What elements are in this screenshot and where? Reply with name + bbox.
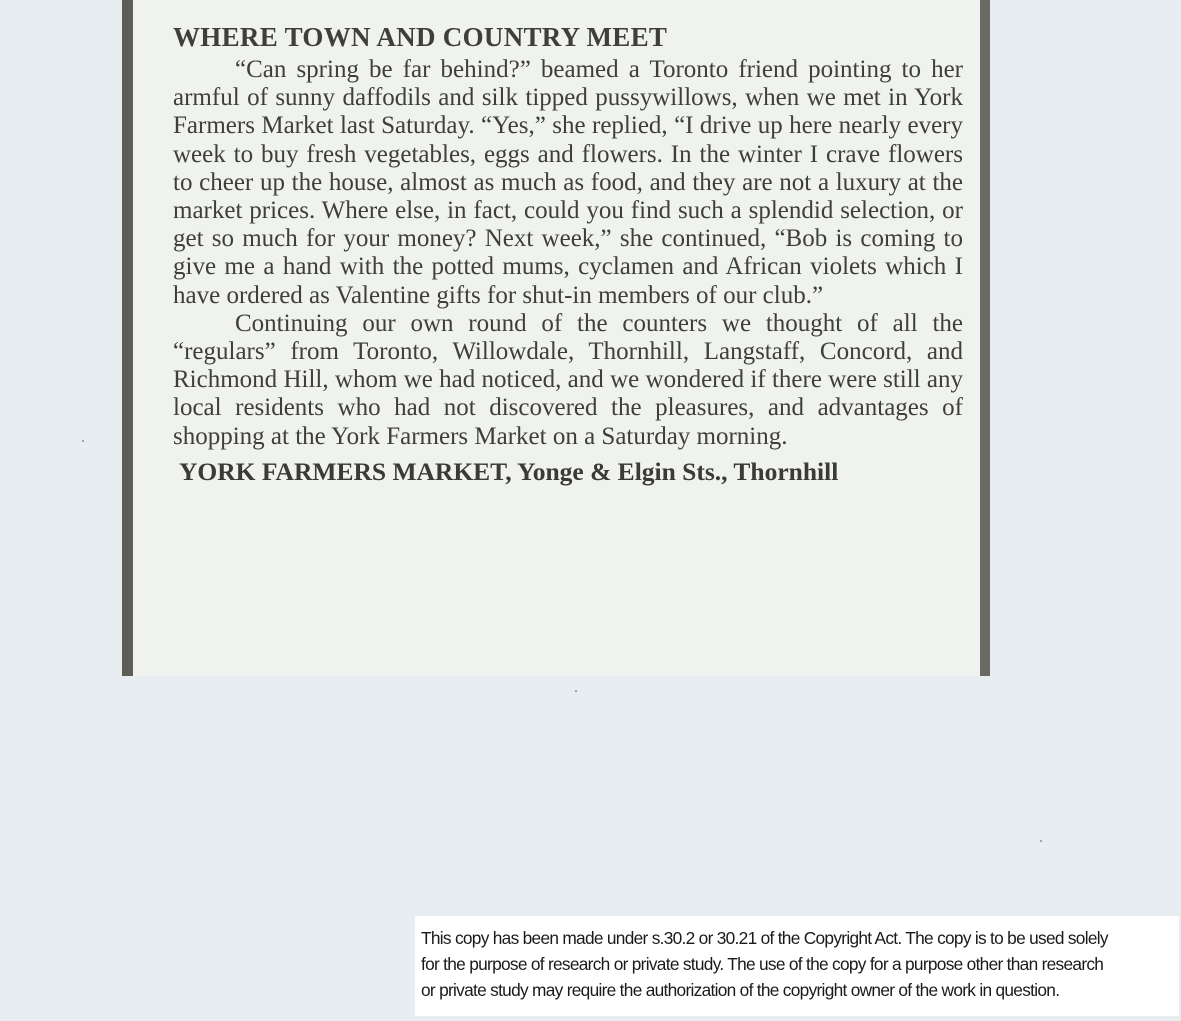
copyright-notice-line-3: or private study may require the authorization of the copyright owner of the work in question.	[421, 980, 1060, 1000]
clipping-content	[173, 20, 963, 489]
article-signoff: YORK FARMERS MARKET, Yonge & Elgin Sts., Thornhill	[179, 456, 839, 486]
article-paragraph-1: “Can spring be far behind?” beamed a Toronto friend pointing to her armful of sunny daffodils and silk tipped pussywillows, when we met in York Farmers Market last Saturday. “Yes,” she replied, “I drive up here nearly every week to buy fresh vegetables, eggs and flowers. In the winter I crave flowers to cheer up the house, almost as much as food, and they are not a luxury at the market prices. Where else, in fact, could you find such a splendid selection, or get so much for your money? Next week,” she continued, “Bob is coming to give me a hand with the potted mums, cyclamen and African violets which I have ordered as Valentine gifts for shut-in members of our club.”	[173, 56, 963, 309]
scan-speck	[1040, 840, 1042, 842]
article-headline: WHERE TOWN AND COUNTRY MEET	[173, 22, 668, 52]
article-paragraph-2: Continuing our own round of the counters we thought of all the “regulars” from Toronto, Willowdale, Thornhill, Langstaff, Concord, and Richmond Hill, whom we had noticed, and we wondered if there were still any local residents who had not discovered the pleasures, and advantages of shopping at the York Farmers Market on a Saturday morning.	[173, 309, 963, 450]
scan-speck	[575, 690, 577, 692]
newspaper-clipping	[122, 0, 990, 676]
scan-speck	[82, 440, 84, 442]
copyright-notice	[415, 916, 1179, 1016]
copyright-notice-line-2: for the purpose of research or private study. The use of the copy for a purpose other than research	[421, 954, 1104, 974]
copyright-notice-line-1: This copy has been made under s.30.2 or 30.21 of the Copyright Act. The copy is to be used solely	[421, 928, 1108, 948]
